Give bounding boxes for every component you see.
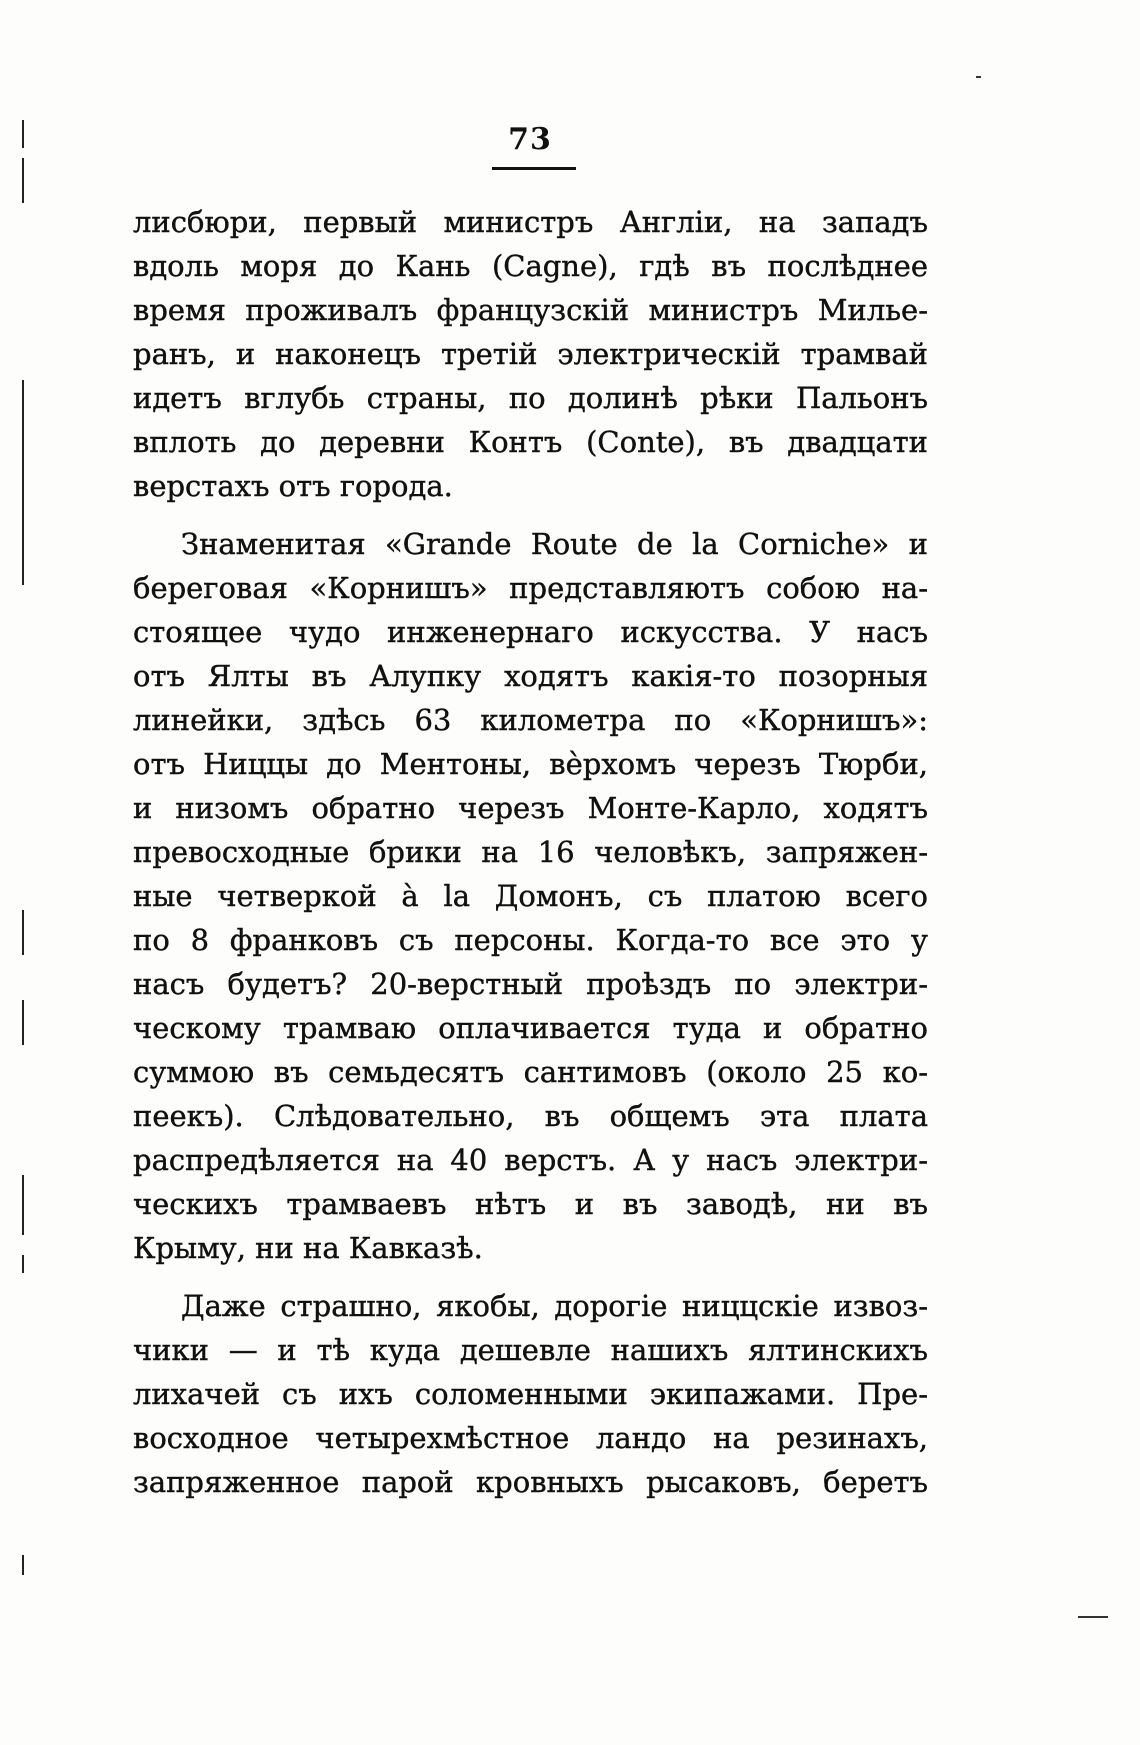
text-line: запряженное парой кровныхъ рысаковъ, беретъ [133, 1465, 928, 1499]
text-line: лисбюри, первый министръ Англiи, на западъ [133, 205, 928, 239]
scan-margin-mark [22, 1175, 24, 1235]
scan-margin-mark [22, 158, 24, 203]
text-line: вдоль моря до Кань (Cagne), гдѣ въ послѣднее [133, 249, 928, 283]
scan-margin-mark [22, 380, 24, 585]
text-line: превосходные брики на 16 человѣкъ, запряжен- [133, 835, 928, 869]
paragraph-1 [133, 200, 928, 508]
scan-margin-mark [22, 1000, 24, 1045]
text-line: Крыму, ни на Кавказѣ. [133, 1231, 483, 1265]
text-line: и низомъ обратно черезъ Монте-Карло, ходятъ [133, 791, 928, 825]
text-line: Знаменитая «Grande Route de la Corniche» и [181, 527, 928, 561]
scan-margin-mark [22, 120, 24, 148]
text-line: ранъ, и наконецъ третiй электрическiй трамвай [133, 337, 928, 371]
text-line: линейки, здѣсь 63 километра по «Корнишъ»: [133, 703, 928, 737]
text-line: насъ будетъ? 20-верстный проѣздъ по электри- [133, 967, 928, 1001]
text-line: стоящее чудо инженернаго искусства. У насъ [133, 615, 928, 649]
body-text [133, 200, 928, 1504]
text-line: чики — и тѣ куда дешевле нашихъ ялтинскихъ [133, 1333, 928, 1367]
scan-margin-mark [22, 910, 24, 955]
text-line: вплоть до деревни Контъ (Conte), въ двадцати [133, 425, 928, 459]
page-number: 73 [508, 122, 552, 157]
text-line: Даже страшно, якобы, дорогiе ниццскiе извоз- [181, 1289, 928, 1323]
text-line: восходное четырехмѣстное ландо на резинахъ, [133, 1421, 928, 1455]
text-line: лихачей съ ихъ соломенными экипажами. Пре- [133, 1377, 928, 1411]
text-line: идетъ вглубь страны, по долинѣ рѣки Пальонъ [133, 381, 928, 415]
text-line: береговая «Корнишъ» представляютъ собою на- [133, 571, 928, 605]
scan-edge-dash [976, 76, 981, 78]
text-line: ные четверкой à la Домонъ, съ платою всего [133, 879, 928, 913]
text-line: суммою въ семьдесятъ сантимовъ (около 25 ко- [133, 1055, 928, 1089]
text-line: отъ Ялты въ Алупку ходятъ какiя-то позорныя [133, 659, 928, 693]
text-line: время проживалъ французскiй министръ Мильe- [133, 293, 928, 327]
text-line: ческому трамваю оплачивается туда и обратно [133, 1011, 928, 1045]
paragraph-3 [133, 1284, 928, 1504]
text-line: ческихъ трамваевъ нѣтъ и въ заводѣ, ни въ [133, 1187, 928, 1221]
text-line: пеекъ). Слѣдовательно, въ общемъ эта плата [133, 1099, 928, 1133]
paragraph-2 [133, 522, 928, 1270]
text-line: отъ Ниццы до Ментоны, вѐрхомъ черезъ Тюрби, [133, 747, 928, 781]
scan-margin-mark [22, 1255, 24, 1273]
text-line: распредѣляется на 40 верстъ. А у насъ электри- [133, 1143, 928, 1177]
text-line: по 8 франковъ съ персоны. Когда-то все это у [133, 923, 928, 957]
text-line: верстахъ отъ города. [133, 469, 453, 503]
page-number-rule [492, 167, 576, 170]
scan-margin-mark [22, 1555, 24, 1575]
scan-edge-dash [1078, 1616, 1108, 1618]
